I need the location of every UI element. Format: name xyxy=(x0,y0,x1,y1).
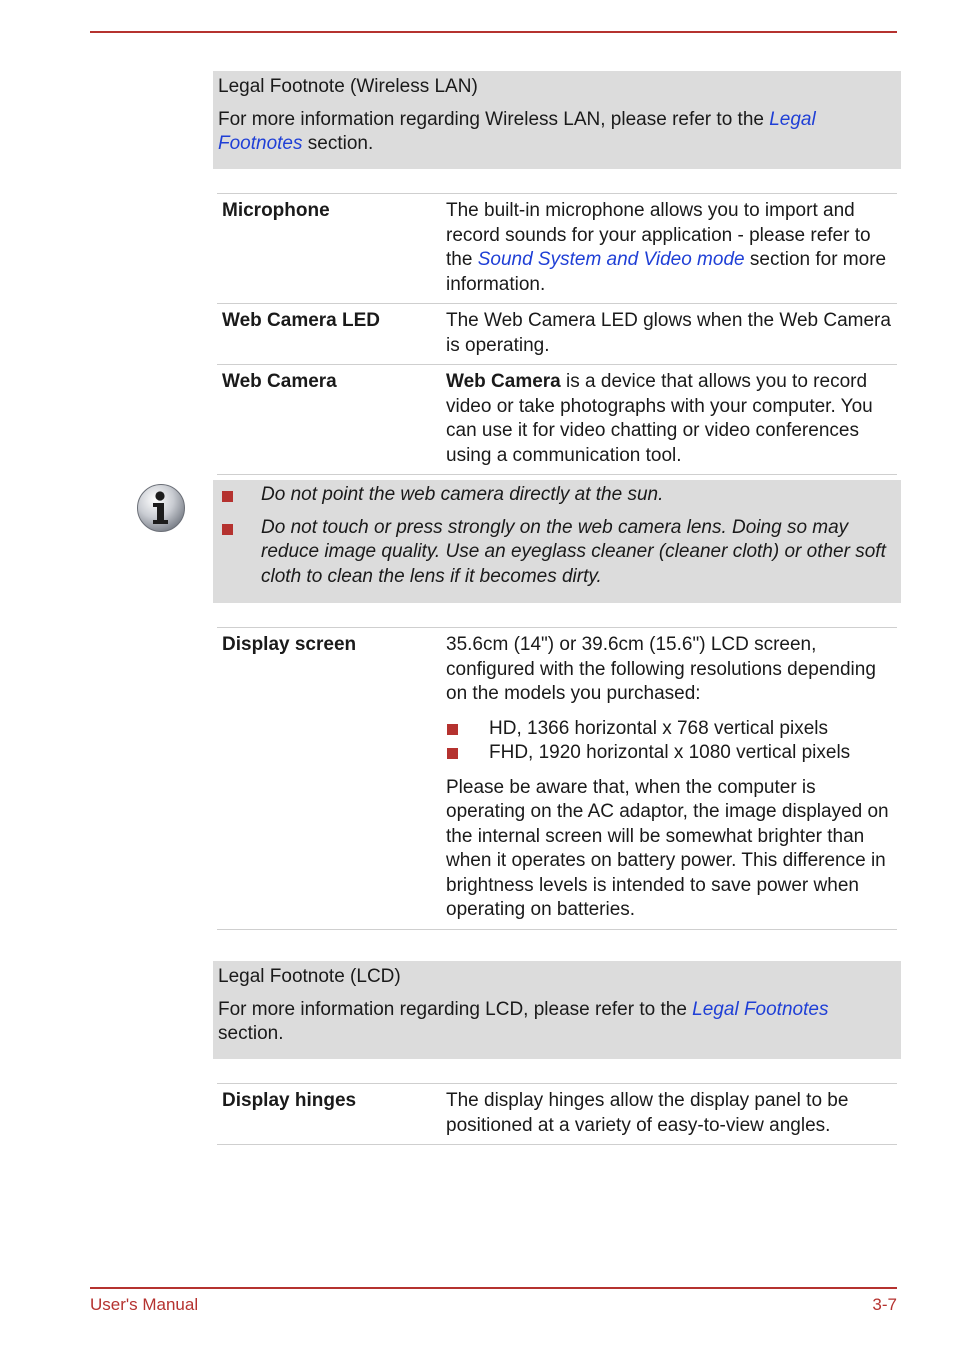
info-icon xyxy=(136,483,186,533)
page-number: 3-7 xyxy=(872,1295,897,1314)
list-item: FHD, 1920 horizontal x 1080 vertical pixels xyxy=(446,741,891,766)
desc-web-camera: Web Camera is a device that allows you to record video or take photographs with your computer. You can use it for video chatting or video conferences using a communication tool. xyxy=(446,371,873,466)
footer-manual-title: User's Manual xyxy=(90,1295,199,1314)
desc-display-hinges: The display hinges allow the display panel to be positioned at a variety of easy-to-view angles. xyxy=(446,1090,849,1136)
note-text: For more information regarding Wireless LAN, please refer to the Legal Footnotes section. xyxy=(218,108,816,154)
feature-table-hinges xyxy=(217,1083,897,1145)
term-web-camera: Web Camera xyxy=(222,371,337,392)
term-microphone: Microphone xyxy=(222,200,330,221)
camera-info-box xyxy=(213,480,901,603)
legal-footnote-lcd xyxy=(213,961,901,1059)
desc-display-screen xyxy=(446,633,897,923)
table-row-web-camera-led xyxy=(217,304,897,365)
feature-table-display xyxy=(217,627,897,930)
table-row-display-screen xyxy=(217,627,897,930)
camera-warning-list xyxy=(217,483,901,589)
desc-web-camera-led: The Web Camera LED glows when the Web Camera is operating. xyxy=(446,310,891,356)
note-title: Legal Footnote (Wireless LAN) xyxy=(218,76,478,97)
legal-footnotes-link[interactable]: Legal Footnotes xyxy=(218,108,816,154)
desc-microphone: The built-in microphone allows you to import and record sounds for your application - please refer to the Sound System and Video mode section for more information. xyxy=(446,200,887,295)
display-intro: 35.6cm (14") or 39.6cm (15.6") LCD screen, configured with the following resolutions depending on the models you purchased: xyxy=(446,634,876,704)
legal-footnote-wireless-lan xyxy=(213,71,901,169)
term-display-hinges: Display hinges xyxy=(222,1090,357,1111)
table-row-microphone xyxy=(217,193,897,304)
term-web-camera-led: Web Camera LED xyxy=(222,310,381,331)
footer-rule xyxy=(90,1287,897,1289)
term-display-screen: Display screen xyxy=(222,634,357,655)
note-title: Legal Footnote (LCD) xyxy=(218,966,401,987)
note-text: For more information regarding LCD, please refer to the Legal Footnotes section. xyxy=(218,998,829,1044)
table-row-display-hinges xyxy=(217,1083,897,1145)
table-row-web-camera xyxy=(217,365,897,475)
header-rule xyxy=(90,31,897,33)
list-item: Do not point the web camera directly at the sun. xyxy=(217,483,901,508)
legal-footnotes-link[interactable]: Legal Footnotes xyxy=(692,998,829,1020)
feature-table-camera xyxy=(217,193,897,475)
display-brightness-note: Please be aware that, when the computer is operating on the AC adaptor, the image displayed on the internal screen will be somewhat brighter than when it operates on battery power. This difference in brightness levels is intended to save power when operating on batteries. xyxy=(446,776,889,920)
list-item: HD, 1366 horizontal x 768 vertical pixels xyxy=(446,717,891,742)
resolution-list xyxy=(446,717,891,766)
list-item: Do not touch or press strongly on the web camera lens. Doing so may reduce image quality. Use an eyeglass cleaner (cleaner cloth) or other soft cloth to clean the lens if it becomes dirty. xyxy=(217,516,901,590)
sound-system-video-mode-link[interactable]: Sound System and Video mode xyxy=(477,249,745,270)
